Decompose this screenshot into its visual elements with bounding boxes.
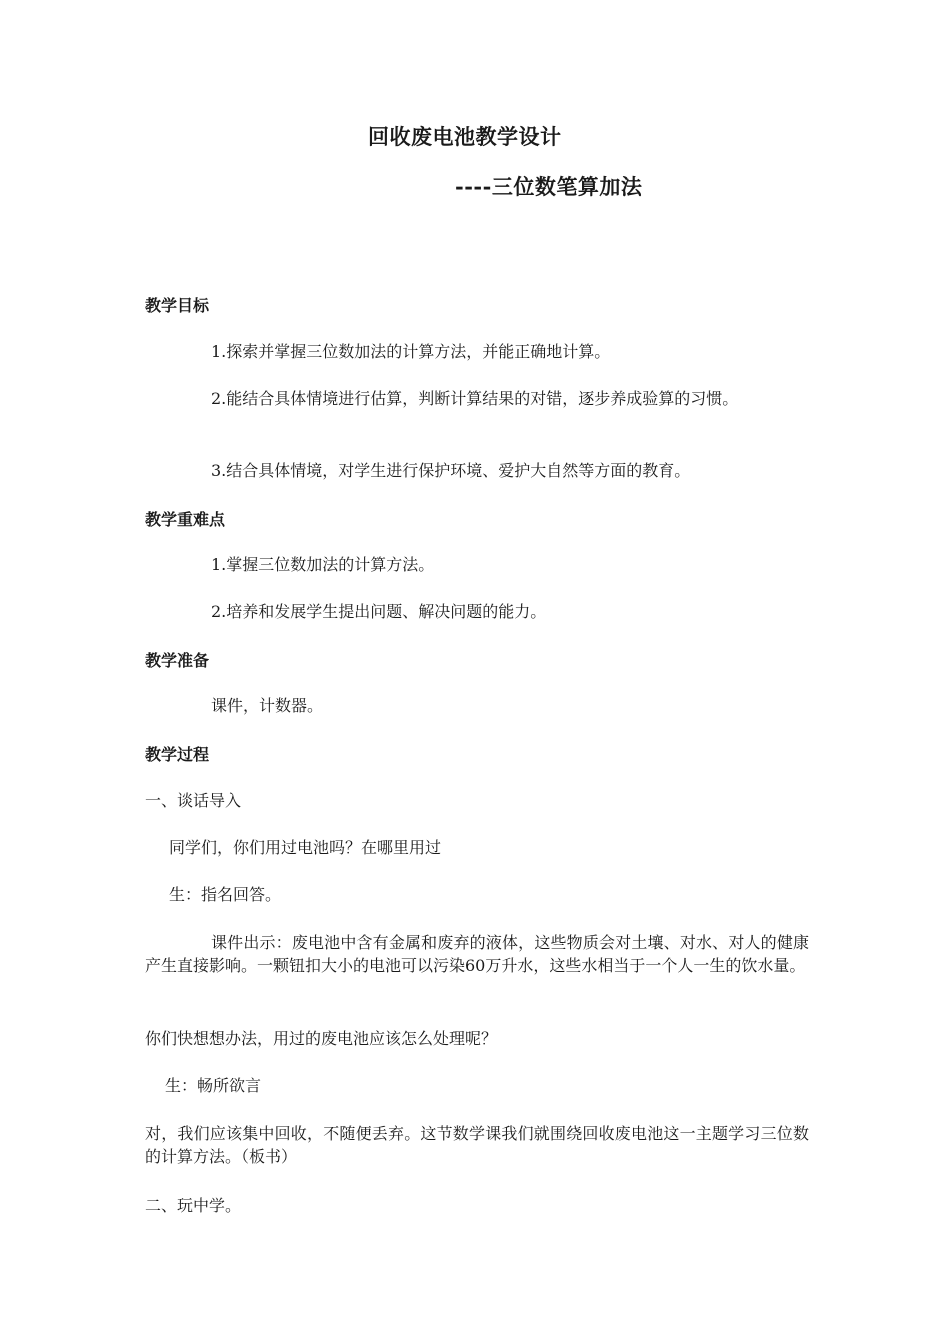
key-point-item-2: 2.培养和发展学生提出问题、解决问题的能力。 [211,602,547,621]
heading-preparation: 教学准备 [145,651,210,670]
process-paragraph: 生：指名回答。 [169,885,282,904]
process-paragraph: 课件出示：废电池中含有金属和废弃的液体，这些物质会对土壤、对水、对人的健康产生直接影响。一颗钮扣大小的电池可以污染60万升水，这些水相当于一个人一生的饮水量。 [145,933,809,975]
part1-heading: 一、谈话导入 [145,791,242,810]
goal-item-1: 1.探索并掌握三位数加法的计算方法，并能正确地计算。 [211,342,611,361]
goal-item-3: 3.结合具体情境，对学生进行保护环境、爱护大自然等方面的教育。 [211,461,691,480]
goal-item-2: 2.能结合具体情境进行估算，判断计算结果的对错，逐步养成验算的习惯。 [211,389,739,408]
document-title: 回收废电池教学设计 [368,124,562,149]
heading-key-points: 教学重难点 [145,510,226,529]
process-paragraph: 你们快想想办法，用过的废电池应该怎么处理呢？ [145,1029,498,1048]
key-point-item-1: 1.掌握三位数加法的计算方法。 [211,555,435,574]
part2-heading: 二、玩中学。 [145,1196,242,1215]
process-paragraph: 同学们，你们用过电池吗？在哪里用过 [169,838,442,857]
document-subtitle: ----三位数笔算加法 [455,174,643,199]
heading-teaching-goals: 教学目标 [145,296,210,315]
process-paragraph: 对，我们应该集中回收，不随便丢弃。这节数学课我们就围绕回收废电池这一主题学习三位数的计算方法。（板书） [145,1124,809,1166]
process-paragraph: 生：畅所欲言 [165,1076,262,1095]
preparation-text: 课件，计数器。 [211,696,324,715]
heading-process: 教学过程 [145,745,210,764]
